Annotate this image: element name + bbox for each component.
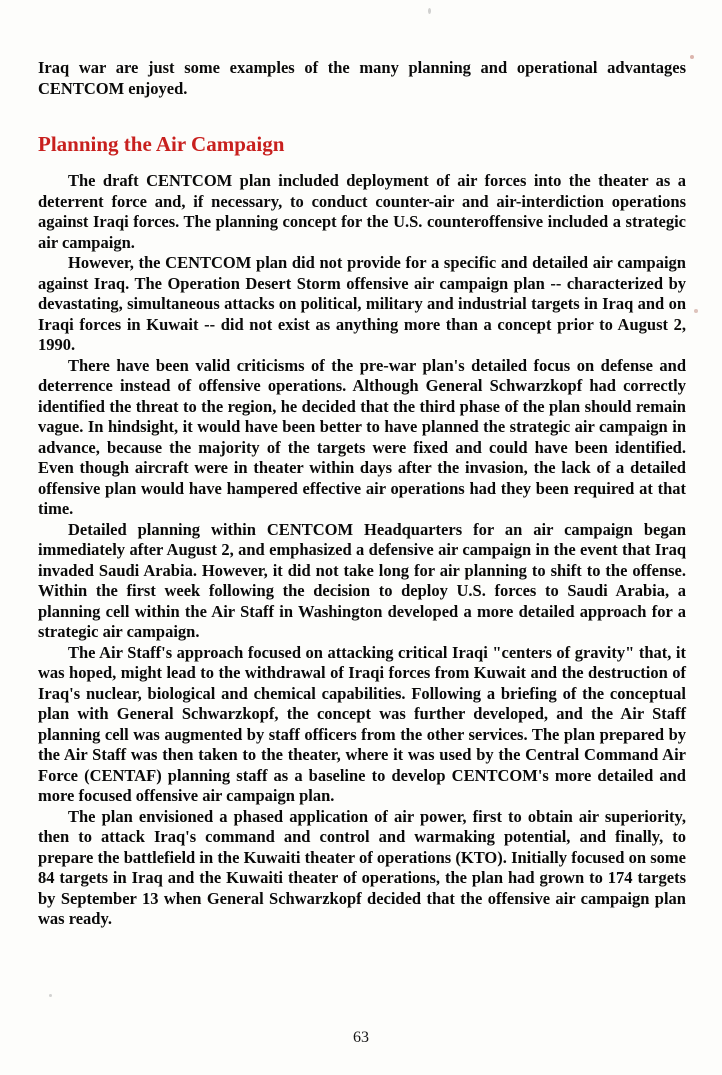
- intro-paragraph-continuation: Iraq war are just some examples of the many planning and operational advantages CENTCOM enjoyed.: [38, 58, 686, 98]
- body-paragraph: The plan envisioned a phased application of air power, first to obtain air superiority, then to attack Iraq's command and control and warmaking potential, and finally, to prepare the battlefield in the Kuwaiti theater of operations (KTO). Initially focused on some 84 targets in Iraq and the Kuwaiti theater of operations, the plan had grown to 174 targets by September 13 when General Schwarzkopf decided that the offensive air campaign plan was ready.: [38, 806, 686, 928]
- page-number: 63: [353, 1029, 369, 1046]
- body-paragraph: The draft CENTCOM plan included deployment of air forces into the theater as a deterrent force and, if necessary, to conduct counter-air and air-interdiction operations against Iraqi forces. The planning concept for the U.S. counteroffensive included a strategic air campaign.: [38, 171, 686, 252]
- body-paragraph: The Air Staff's approach focused on attacking critical Iraqi "centers of gravity" that, it was hoped, might lead to the withdrawal of Iraqi forces from Kuwait and the destruction of Iraq's nuclear, biological and chemical capabilities. Following a briefing of the conceptual plan with General Schwarzkopf, the concept was further developed, and the Air Staff planning cell was augmented by staff officers from the other services. The plan prepared by the Air Staff was then taken to the theater, where it was used by the Central Command Air Force (CENTAF) planning staff as a baseline to develop CENTCOM's more detailed and more focused offensive air campaign plan.: [38, 642, 686, 805]
- scan-speck: [49, 994, 52, 997]
- body-paragraph: Detailed planning within CENTCOM Headquarters for an air campaign began immediately after August 2, and emphasized a defensive air campaign in the event that Iraq invaded Saudi Arabia. However, it did not take long for air planning to shift to the offense. Within the first week following the decision to deploy U.S. forces to Saudi Arabia, a planning cell within the Air Staff in Washington developed a more detailed approach for a strategic air campaign.: [38, 519, 686, 641]
- scan-speck: [690, 55, 694, 59]
- scan-speck: [694, 309, 698, 313]
- body-paragraph: There have been valid criticisms of the pre-war plan's detailed focus on defense and deterrence instead of offensive operations. Although General Schwarzkopf had correctly identified the threat to the region, he decided that the third phase of the plan should remain vague. In hindsight, it would have been better to have planned the strategic air campaign in advance, because the majority of the targets were fixed and could have been identified. Even though aircraft were in theater within days after the invasion, the lack of a detailed offensive plan would have hampered effective air operations had they been required at that time.: [38, 355, 686, 518]
- scan-speck: [428, 8, 431, 14]
- page-body-text: [38, 58, 686, 930]
- body-paragraph: However, the CENTCOM plan did not provide for a specific and detailed air campaign against Iraq. The Operation Desert Storm offensive air campaign plan -- characterized by devastating, simultaneous attacks on political, military and industrial targets in Iraq and on Iraqi forces in Kuwait -- did not exist as anything more than a concept prior to August 2, 1990.: [38, 253, 686, 354]
- section-heading: Planning the Air Campaign: [38, 132, 285, 156]
